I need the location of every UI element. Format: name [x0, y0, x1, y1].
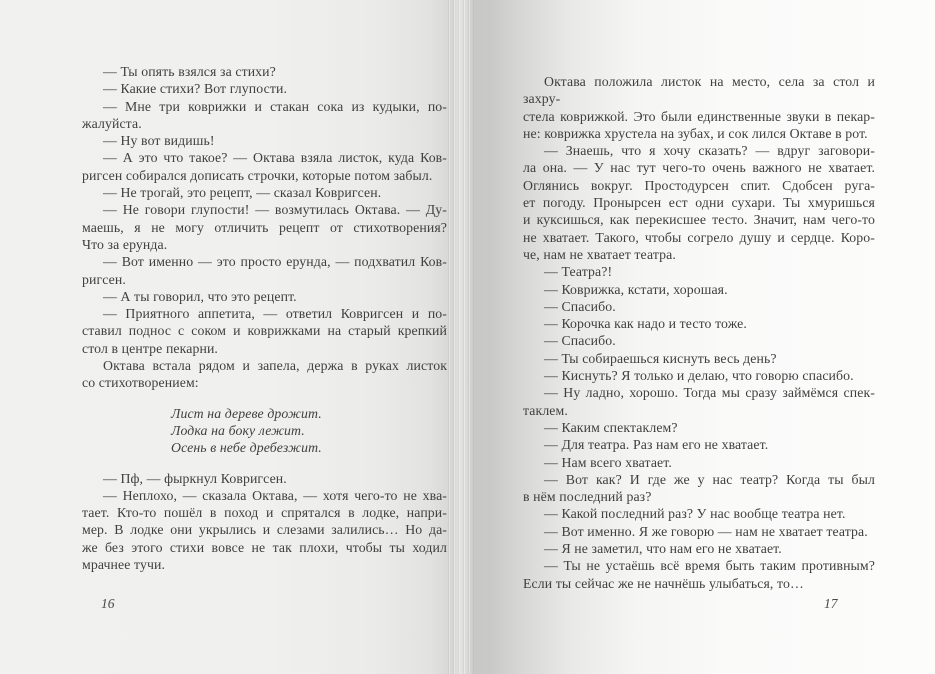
text-line: стол в центре пекарни. [82, 340, 218, 356]
text-line: — Я не заметил, что нам его не хватает. [544, 541, 782, 557]
text-line: — Пф, — фыркнул Ковригсен. [103, 470, 287, 486]
text-line: ет погоду. Пронырсен ест одни сухари. Ты хмуришься [523, 195, 875, 211]
text-line: не хватает. Такого, чтобы согрело душу и сердце. Коро- [523, 229, 875, 245]
text-line: таклем. [523, 402, 568, 418]
text-line: — Какой последний раз? У нас вообще театра нет. [544, 506, 846, 522]
text-line: — Неплохо, — сказала Октава, — хотя чего-то не хва- [103, 487, 447, 503]
text-line: тает. Кто-то пошёл в поход и спрятался в лодке, напри- [82, 505, 447, 521]
text-line: и куксишься, как перекисшее тесто. Значит, нам чего-то [523, 212, 875, 228]
text-line: — Ты не устаёшь всё время быть таким противным? [544, 558, 875, 574]
text-line: — Какие стихи? Вот глупости. [103, 81, 287, 97]
text-line: стела коврижкой. Это были единственные звуки в пекар- [523, 108, 875, 124]
text-line: — Театра?! [544, 264, 613, 280]
text-line: — Знаешь, что я хочу сказать? — вдруг заговори- [544, 143, 875, 159]
right-page-text [523, 73, 875, 592]
text-line: ставил поднос с соком и коврижками на старый крепкий [82, 323, 447, 339]
book-spine-gutter [448, 0, 474, 674]
poem-line: Лист на дереве дрожит. [171, 405, 322, 421]
text-line: в нём последний раз? [523, 489, 652, 505]
text-line: — Приятного аппетита, — ответил Ковригсен и по- [103, 306, 447, 322]
text-line: — Спасибо. [544, 298, 616, 314]
text-line: — А ты говорил, что это рецепт. [103, 288, 297, 304]
text-line: — Вот именно — это просто ерунда, — подхватил Ков- [103, 254, 447, 270]
left-page-text [82, 63, 447, 573]
text-line: мрачнее тучи. [82, 557, 166, 573]
poem-line: Лодка на боку лежит. [171, 422, 305, 438]
text-line: — Ты собираешься киснуть весь день? [544, 350, 777, 366]
text-line: — Не трогай, это рецепт, — сказал Ковригсен. [103, 185, 382, 201]
text-line: — А это что такое? — Октава взяла листок, куда Ков- [103, 150, 447, 166]
text-line: — Корочка как надо и тесто тоже. [544, 316, 747, 332]
text-line: — Вот именно. Я же говорю — нам не хватает театра. [544, 523, 868, 539]
page-number-left: 16 [101, 596, 115, 611]
text-line: — Коврижка, кстати, хорошая. [544, 281, 728, 297]
text-line: маешь, я не могу отличить рецепт от стихотворения? [82, 219, 447, 235]
text-line: — Киснуть? Я только и делаю, что говорю спасибо. [544, 368, 854, 384]
text-line: жалуйста. [82, 115, 142, 131]
text-line: ригсен собирался дописать строчки, которые потом забыл. [82, 167, 433, 183]
text-line: ригсен. [82, 271, 126, 287]
text-line: — Вот как? И где же у нас театр? Когда ты был [544, 471, 875, 487]
page-number-right: 17 [824, 596, 838, 611]
text-line: — Нам всего хватает. [544, 454, 672, 470]
text-line: — Ты опять взялся за стихи? [103, 64, 276, 79]
poem-line: Осень в небе дребезжит. [171, 440, 322, 456]
text-line: — Для театра. Раз нам его не хватает. [544, 437, 769, 453]
text-line: Если ты сейчас же не начнёшь улыбаться, то… [523, 575, 804, 591]
text-line: же без этого стихи вовсе не так плохи, чтобы ты ходил [82, 539, 447, 555]
text-line: не: коврижка хрустела на зубах, и сок лился Октаве в рот. [523, 125, 868, 141]
text-line: че, нам не хватает театра. [523, 246, 676, 262]
text-line: — Мне три коврижки и стакан сока из кудыки, по- [103, 98, 447, 114]
text-line: Октава положила листок на место, села за стол и захру- [523, 74, 875, 107]
text-line: — Спасибо. [544, 333, 616, 349]
text-line: Октава встала рядом и запела, держа в руках листок [103, 358, 447, 374]
text-line: Оглянись вокруг. Простодурсен спит. Сдобсен руга- [523, 177, 875, 193]
text-line: ла она. — У нас тут чего-то очень важного не хватает. [523, 160, 875, 176]
text-line: — Ну вот видишь! [103, 133, 215, 149]
text-line: — Не говори глупости! — возмутилась Октава. — Ду- [103, 202, 447, 218]
text-line: — Ну ладно, хорошо. Тогда мы сразу займёмся спек- [544, 385, 875, 401]
text-line: — Каким спектаклем? [544, 419, 678, 435]
text-line: мер. В лодке они укрылись и слезами залились… Но да- [82, 522, 447, 538]
text-line: Что за ерунда. [82, 236, 168, 252]
text-line: со стихотворением: [82, 375, 199, 391]
